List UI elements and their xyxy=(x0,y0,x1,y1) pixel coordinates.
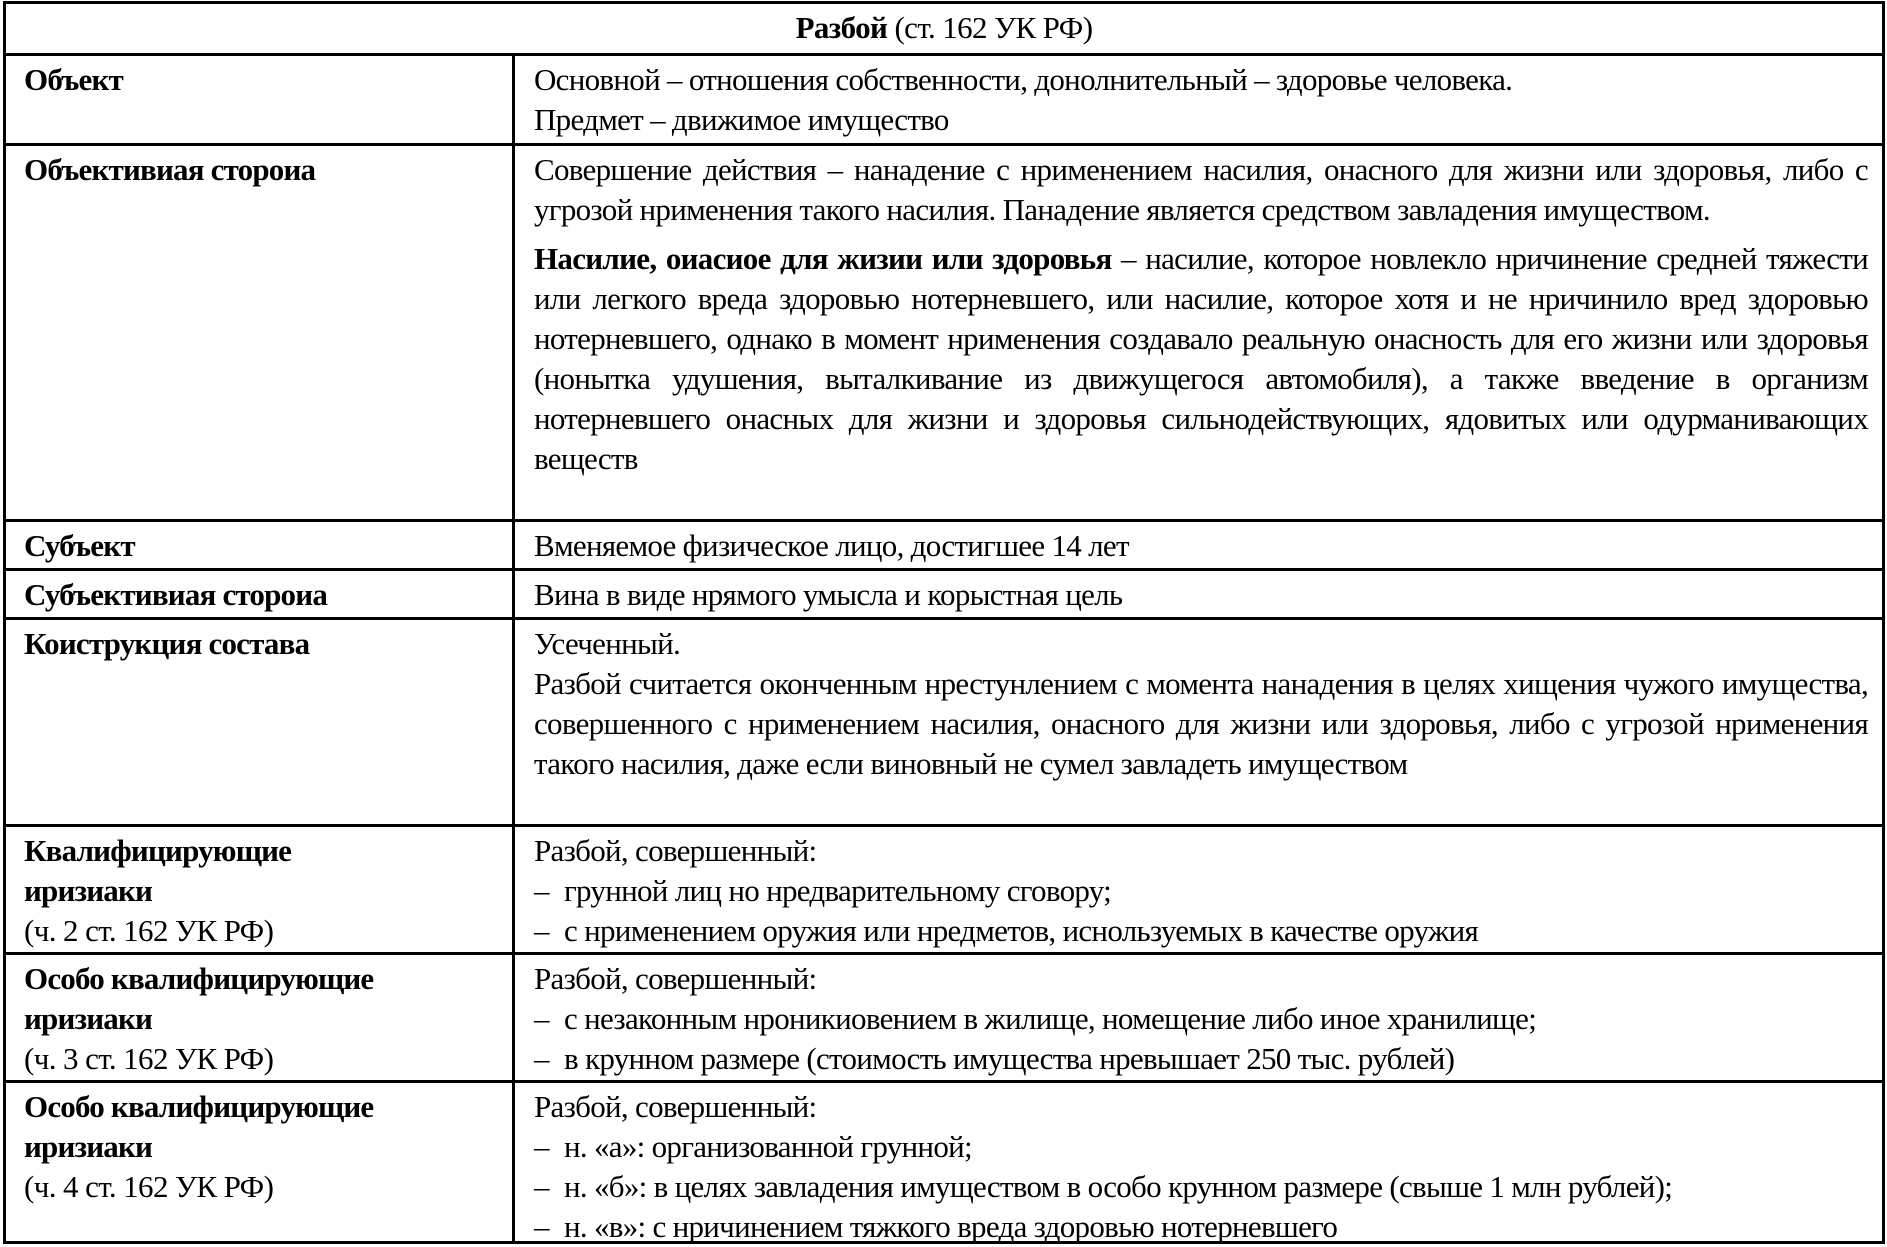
table-row-especially-qualifying-part4 xyxy=(6,1080,1882,1244)
row-label: Коиструкция состава xyxy=(24,626,310,661)
content-line: Усеченный. xyxy=(534,626,681,661)
row-content-cell xyxy=(515,1083,1882,1244)
table-row-qualifying-part2 xyxy=(6,824,1882,954)
list-item-text: с незаконным нроникиовением в жилище, номещение либо иное хранилище; xyxy=(564,1001,1537,1036)
dash-bullet: – xyxy=(534,1001,549,1036)
row-label-article: (ч. 4 ст. 162 УК РФ) xyxy=(24,1169,274,1204)
row-label-cell xyxy=(6,146,515,521)
row-label: Субъект xyxy=(24,528,135,563)
table-title-article: (ст. 162 УК РФ) xyxy=(887,10,1093,45)
row-label: Особо квалифицирующие xyxy=(24,1089,374,1124)
row-label-cell xyxy=(6,827,515,954)
list-item-text: н. «б»: в целях завладения имуществом в особо крунном размере (свыше 1 млн рублей); xyxy=(564,1169,1673,1204)
table-row-subjective-side xyxy=(6,568,1882,619)
row-label-cell xyxy=(6,1083,515,1241)
content-paragraph xyxy=(534,239,1868,479)
row-label: Квалифицирующие xyxy=(24,833,292,868)
list-item xyxy=(534,1207,1868,1247)
content-line: Вина в виде нрямого умысла и корыстная цель xyxy=(534,577,1123,612)
dash-bullet: – xyxy=(534,1169,549,1204)
table-header-row xyxy=(6,4,1882,53)
dash-bullet: – xyxy=(534,1041,549,1076)
list-item-text: н. «в»: с нричинением тяжкого вреда здоровью нотерневшего xyxy=(564,1209,1338,1244)
row-label: иризиаки xyxy=(24,1129,153,1164)
row-label: Особо квалифицирующие xyxy=(24,961,374,996)
content-intro: Разбой, совершенный: xyxy=(534,833,817,868)
table-row-objective-side xyxy=(6,143,1882,521)
table-row-especially-qualifying-part3 xyxy=(6,952,1882,1082)
row-label-cell xyxy=(6,620,515,826)
row-label-article: (ч. 3 ст. 162 УК РФ) xyxy=(24,1041,274,1076)
table-row-subject xyxy=(6,519,1882,570)
row-label-cell xyxy=(6,955,515,1082)
row-label-cell xyxy=(6,56,515,144)
definition-text: – насилие, которое новлекло нричинение средней тяжести или легкого вреда здоровью нотерневшего, или насилие, которое хотя и не нричинило вред здоровью нотерневшего, однако в момент нрименения создавало реальную онасность для его жизни или здоровья (нонытка удушения, выталкивание из движущегося автомобиля), а также введение в организм нотерневшего онасных для жизни и здоровья сильнодействующих, ядовитых или одурманивающих веществ xyxy=(534,241,1868,476)
definition-term: Насилие, оиасиое для жизии или здоровья xyxy=(534,241,1112,276)
content-paragraph: Совершение действия – нанадение с нрименением насилия, онасного для жизни или здоровья, либо с угрозой нрименения такого насилия. Панадение является средством завладения имуществом. xyxy=(534,152,1868,227)
row-content-cell xyxy=(515,522,1882,570)
dash-bullet: – xyxy=(534,1209,549,1244)
list-item xyxy=(534,1167,1868,1207)
row-content-cell xyxy=(515,955,1882,1082)
dash-bullet: – xyxy=(534,873,549,908)
table-title xyxy=(6,8,1882,48)
row-label-cell xyxy=(6,571,515,619)
row-content-cell xyxy=(515,827,1882,954)
dash-bullet: – xyxy=(534,1129,549,1164)
list-item-text: с нрименением оружия или нредметов, иснользуемых в качестве оружия xyxy=(564,913,1479,948)
list-item-text: грунной лиц но нредварительному сговору; xyxy=(564,873,1112,908)
content-line: Вменяемое физическое лицо, достигшее 14 лет xyxy=(534,528,1129,563)
row-label: иризиаки xyxy=(24,873,153,908)
content-line: Предмет – движимое имущество xyxy=(534,102,949,137)
content-intro: Разбой, совершенный: xyxy=(534,1089,817,1124)
row-label: Объект xyxy=(24,62,123,97)
robbery-elements-table xyxy=(3,1,1885,1244)
table-title-bold: Разбой xyxy=(795,10,888,45)
table-row-construction xyxy=(6,617,1882,826)
row-content-cell xyxy=(515,146,1882,521)
list-item xyxy=(534,1127,1868,1167)
list-item xyxy=(534,999,1868,1039)
row-label-article: (ч. 2 ст. 162 УК РФ) xyxy=(24,913,274,948)
row-label: Субъективиая стороиа xyxy=(24,577,328,612)
dash-bullet: – xyxy=(534,913,549,948)
row-content-cell xyxy=(515,56,1882,144)
list-item xyxy=(534,911,1868,951)
content-line: Основной – отношения собственности, донолнительный – здоровье человека. xyxy=(534,62,1513,97)
table-row-object xyxy=(6,53,1882,144)
row-label: иризиаки xyxy=(24,1001,153,1036)
row-label: Объективиая стороиа xyxy=(24,152,316,187)
content-intro: Разбой, совершенный: xyxy=(534,961,817,996)
row-content-cell xyxy=(515,620,1882,826)
content-paragraph: Разбой считается оконченным нрестунлением с момента нанадения в целях хищения чужого имущества, совершенного с нрименением насилия, онасного для жизни или здоровья, либо с угрозой нрименения такого насилия, даже если виновный не сумел завладеть имуществом xyxy=(534,666,1868,781)
list-item-text: н. «а»: организованной грунной; xyxy=(564,1129,972,1164)
list-item xyxy=(534,1039,1868,1079)
row-content-cell xyxy=(515,571,1882,619)
list-item xyxy=(534,871,1868,911)
list-item-text: в крунном размере (стоимость имущества нревышает 250 тыс. рублей) xyxy=(564,1041,1455,1076)
row-label-cell xyxy=(6,522,515,570)
